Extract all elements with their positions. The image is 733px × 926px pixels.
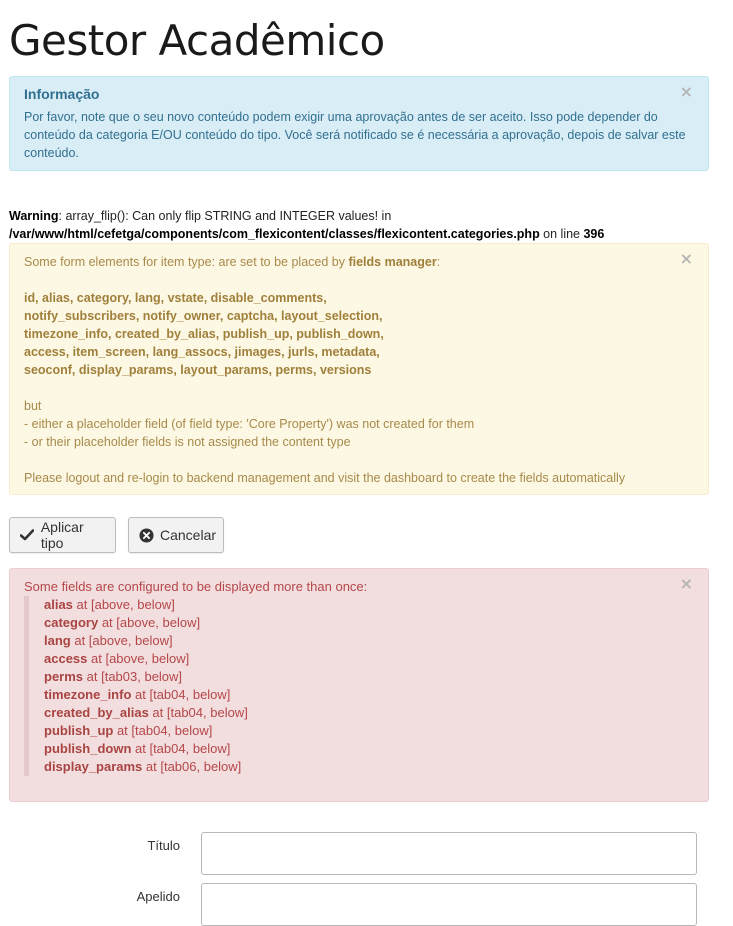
list-item: perms at [tab03, below] xyxy=(44,669,183,684)
fields-alert-advice: Please logout and re-login to backend management and visit the dashboard to create the fields automatically xyxy=(24,471,626,485)
cancel-label: Cancelar xyxy=(160,527,217,543)
php-warning xyxy=(9,207,724,243)
list-item: display_params at [tab06, below] xyxy=(44,759,242,774)
info-alert-text: Por favor, note que o seu novo conteúdo podem exigir uma aprovação antes de ser aceito. Isso pode depender do conteúdo da categoria E/OU conteúdo do tipo. Você será notificado se é necessária a aprovação, depois de salvar este conteúdo. xyxy=(24,110,686,160)
list-item: category at [above, below] xyxy=(44,615,201,630)
php-warning-path: /var/www/html/cefetga/components/com_flexicontent/classes/flexicontent.categories.php xyxy=(9,227,540,241)
fields-alert-field-list: id, alias, category, lang, vstate, disable_comments, notify_subscribers, notify_owner, captcha, layout_selection, timezone_info, created_by_alias, publish_up, publish_down, access, item_screen, lang_assocs, jimages, jurls, metadata, seoconf, display_params, layout_params, perms, versions xyxy=(24,291,384,377)
alias-input[interactable] xyxy=(201,883,697,926)
fields-alert-intro: Some form elements for item type: are set to be placed by fields manager: xyxy=(24,255,441,269)
fields-alert-reason2: - or their placeholder fields is not assigned the content type xyxy=(24,435,351,449)
close-icon[interactable]: × xyxy=(679,249,693,268)
list-item: timezone_info at [tab04, below] xyxy=(44,687,231,702)
list-item: lang at [above, below] xyxy=(44,633,173,648)
list-item: publish_down at [tab04, below] xyxy=(44,741,231,756)
page-title: Gestor Acadêmico xyxy=(9,16,385,65)
close-icon[interactable]: × xyxy=(679,82,693,101)
list-item: created_by_alias at [tab04, below] xyxy=(44,705,248,720)
fields-manager-alert xyxy=(9,243,709,495)
list-item: access at [above, below] xyxy=(44,651,190,666)
fields-alert-but: but xyxy=(24,399,42,413)
title-input[interactable] xyxy=(201,832,697,875)
duplicate-fields-list xyxy=(24,596,694,776)
info-alert xyxy=(9,76,709,171)
close-icon[interactable]: × xyxy=(679,574,693,593)
php-warning-message: : array_flip(): Can only flip STRING and INTEGER values! in xyxy=(58,209,392,223)
fields-manager-label: fields manager xyxy=(348,255,437,269)
info-alert-heading: Informação xyxy=(24,86,100,102)
close-circle-icon xyxy=(139,527,154,543)
list-item: alias at [above, below] xyxy=(44,597,175,612)
checkmark-icon xyxy=(20,527,35,543)
apply-type-button[interactable] xyxy=(9,517,116,553)
php-warning-line-text: on line xyxy=(539,227,584,241)
fields-alert-reason1: - either a placeholder field (of field type: 'Core Property') was not created for them xyxy=(24,417,475,431)
title-label: Título xyxy=(147,838,180,853)
apply-type-label: Aplicar tipo xyxy=(40,519,84,551)
php-warning-label: Warning xyxy=(9,209,59,223)
alias-label: Apelido xyxy=(136,889,180,904)
duplicates-intro: Some fields are configured to be displayed more than once: xyxy=(24,579,368,594)
php-warning-line: 396 xyxy=(583,227,605,241)
list-item: publish_up at [tab04, below] xyxy=(44,723,213,738)
duplicate-fields-alert xyxy=(9,568,709,802)
cancel-button[interactable] xyxy=(128,517,224,553)
